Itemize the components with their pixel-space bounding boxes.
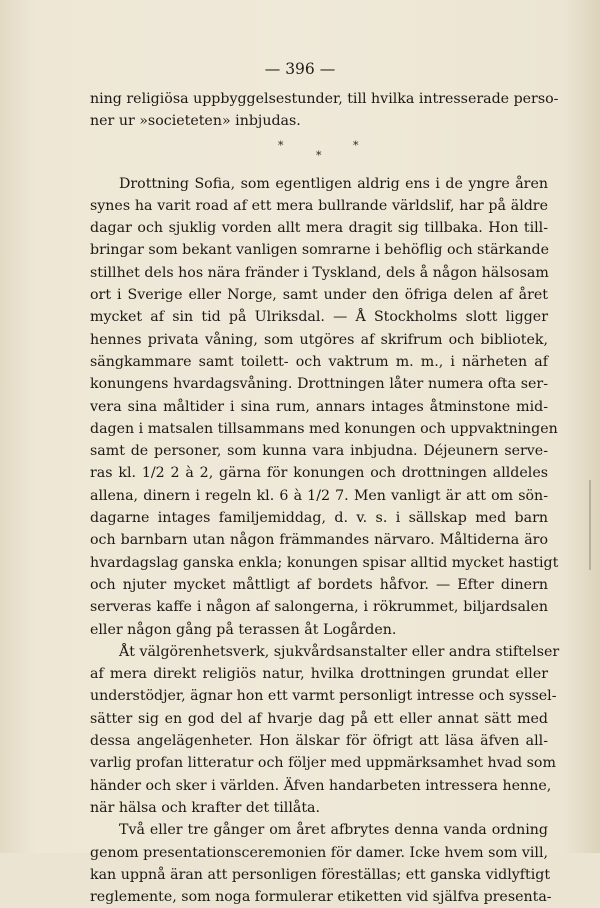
text-line: när hälsa och krafter det tillåta. [90,799,321,816]
text-line: konungens hvardagsvåning. Drottningen låter numera ofta ser- [90,376,548,393]
text-line: hennes privata våning, som utgöres af skrifrum och bibliotek, [90,331,548,348]
text-line: Två eller tre gånger om året afbrytes denna vanda ordning [119,822,548,839]
text-line: stillhet dels hos nära fränder i Tyskland, dels å någon hälsosam [90,264,549,281]
text-line: synes ha varit road af ett mera bullrande världslif, har på äldre [90,197,548,214]
text-line: och njuter mycket måttligt af bordets håfvor. — Efter dinern [90,576,548,593]
text-line: dessa angelägenheter. Hon älskar för öfrigt att läsa äfven all- [90,733,548,750]
margin-mark [589,480,591,570]
text-line: dagarne intages familjemiddag, d. v. s. i sällskap med barn [90,510,548,527]
text-line: samt de personer, som kunna vara inbjudna. Déjeunern serve- [90,443,548,460]
text-line: genom presentationsceremonien för damer. Icke hvem som vill, [90,844,548,861]
text-line: af mera direkt religiös natur, hvilka drottningen grundat eller [90,666,548,683]
text-line: Åt välgörenhetsverk, sjukvårdsanstalter eller andra stiftelser [119,643,560,660]
text-line: dagar och sjuklig vorden allt mera dragit sig tillbaka. Hon till- [90,220,548,237]
section-divider [90,133,548,173]
page-number: — 396 — [264,60,336,78]
text-line: serveras kaffe i någon af salongerna, i rökrummet, biljardsalen [90,599,548,616]
text-line: mycket af sin tid på Ulriksdal. — Å Stockholms slott ligger [90,309,548,326]
text-line: Drottning Sofia, som egentligen aldrig ens i de yngre åren [119,175,548,192]
text-line: vera sina måltider i sina rum, annars intages åtminstone mid- [90,398,548,415]
divider-star: * [278,138,284,152]
text-line: ning religiösa uppbyggelsestunder, till hvilka intresserade perso- [90,91,559,107]
text-line: sätter sig en god del af hvarje dag på ett eller annat sätt med [90,710,548,727]
text-line: reglemente, som noga formulerar etiketten vid själfva presenta- [90,889,552,906]
text-line: dagen i matsalen tillsammans med konungen och uppvaktningen [90,420,558,437]
text-line: ras kl. 1/2 2 à 2, gärna för konungen och drottningen alldeles [90,465,548,482]
text-line: hvardagslag ganska enkla; konungen spisar alltid mycket hastigt [90,554,559,571]
text-line: bringar som bekant vanligen somrarne i behöflig och stärkande [90,242,550,259]
text-line: varlig profan litteratur och följer med uppmärksamhet hvad som [90,755,556,772]
text-line: allena, dinern i regeln kl. 6 à 1/2 7. Men vanligt är att om sön- [90,487,548,504]
text-line: eller någon gång på terassen åt Logården. [90,621,397,638]
text-line: och barnbarn utan någon främmandes närvaro. Måltiderna äro [90,532,548,549]
text-line: ner ur »societeten» inbjudas. [90,113,301,130]
text-line: understödjer, ägnar hon ett varmt personligt intresse och syssel- [90,688,557,705]
text-line: sängkammare samt toilett- och vaktrum m. m., i närheten af [90,353,548,370]
divider-star: * [316,148,322,162]
divider-star: * [353,138,359,152]
text-line: kan uppnå äran att personligen föreställas; ett ganska vidlyftigt [90,866,551,883]
text-line: händer och sker i världen. Äfven handarbeten intressera henne, [90,777,552,794]
text-line: ort i Sverige eller Norge, samt under den öfriga delen af året [90,287,548,304]
body-text [90,88,560,908]
